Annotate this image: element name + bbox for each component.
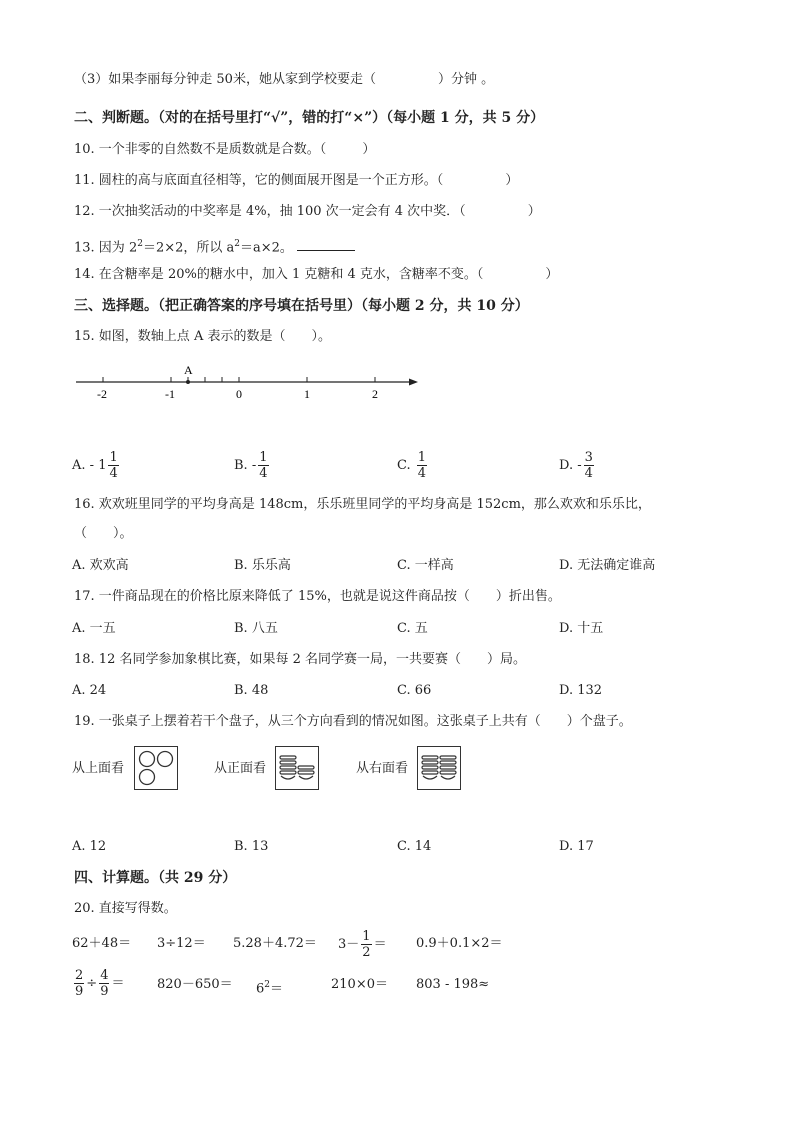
q17-option-b[interactable]: B. 八五 <box>234 621 278 636</box>
question-12 <box>74 203 541 221</box>
calc-item-10: 803 - 198≈ <box>416 977 490 992</box>
plates-top-view-icon <box>135 747 177 789</box>
q15-option-b[interactable]: B. - $\frac{1}{4}$ <box>234 450 268 481</box>
fraction: $\frac{4}{9}$ <box>100 968 109 999</box>
view-label-top: 从上面看 <box>72 761 125 776</box>
q17-option-c[interactable]: C. 五 <box>397 621 428 636</box>
calc-item-8: $6^2=$ <box>256 980 284 997</box>
q14-text: 14. 在含糖率是 20%的糖水中，加入 1 克糖和 4 克水，含糖率不变。（ <box>74 267 484 282</box>
q10-text: 10. 一个非零的自然数不是质数就是合数。（ <box>74 142 327 157</box>
q16-option-a[interactable]: A. 欢欢高 <box>72 558 129 573</box>
q13-exp-1: 2 <box>137 239 143 249</box>
q13-part-c: ＝2×2，所以 a <box>142 240 235 256</box>
q18-option-b[interactable]: B. 48 <box>234 683 269 698</box>
calc-item-7: 820－650＝ <box>157 977 233 992</box>
point-a-label: A <box>184 363 193 377</box>
q14-close: ） <box>545 267 559 282</box>
fraction: $\frac{1}{4}$ <box>259 450 268 481</box>
section-2-title: 二、判断题。（对的在括号里打“√”，错的打“×”）（每小题 1 分，共 5 分） <box>74 110 545 126</box>
q16-option-d[interactable]: D. 无法确定谁高 <box>559 558 656 573</box>
q15-option-c[interactable]: C. $\frac{1}{4}$ <box>397 450 427 481</box>
q15-option-d[interactable]: D. - $\frac{3}{4}$ <box>559 450 593 481</box>
right-view-figure <box>417 746 461 790</box>
fraction: $\frac{3}{4}$ <box>584 450 593 481</box>
calc-item-3: 5.28＋4.72＝ <box>233 936 317 951</box>
q19-option-b[interactable]: B. 13 <box>234 839 269 854</box>
tick-label-0: 0 <box>236 387 242 401</box>
question-14 <box>74 266 558 284</box>
top-view-figure <box>134 746 178 790</box>
calc-item-2: 3÷12＝ <box>157 936 206 951</box>
point-a-dot <box>186 380 190 384</box>
q17-option-a[interactable]: A. 一五 <box>72 621 116 636</box>
front-view-figure <box>275 746 319 790</box>
q18-option-c[interactable]: C. 66 <box>397 683 432 698</box>
fraction: $\frac{1}{4}$ <box>417 450 427 481</box>
q13-exp-2: 2 <box>234 239 241 249</box>
question-3-line <box>74 71 494 89</box>
question-18: 18. 12 名同学参加象棋比赛，如果每 2 名同学赛一局，一共要赛（ ）局。 <box>74 652 527 667</box>
q19-option-a[interactable]: A. 12 <box>72 839 107 854</box>
tick-label-2: 2 <box>372 387 378 401</box>
question-20: 20. 直接写得数。 <box>74 901 177 916</box>
calc-item-9: 210×0＝ <box>331 977 388 992</box>
q3-text-pre: （3）如果李丽每分钟走 50米，她从家到学校要走（ <box>74 72 376 87</box>
q13-part-e: ＝a×2。 <box>240 240 293 256</box>
question-16-line-1: 16. 欢欢班里同学的平均身高是 148cm，乐乐班里同学的平均身高是 152cm，那么欢欢和乐乐比， <box>74 497 651 512</box>
q16-option-b[interactable]: B. 乐乐高 <box>234 558 291 573</box>
q12-close: ） <box>527 204 541 219</box>
q18-option-d[interactable]: D. 132 <box>559 683 603 698</box>
view-label-right: 从右面看 <box>356 761 409 776</box>
q16-option-c[interactable]: C. 一样高 <box>397 558 454 573</box>
number-line <box>72 360 424 406</box>
q18-option-a[interactable]: A. 24 <box>72 683 107 698</box>
q17-option-d[interactable]: D. 十五 <box>559 621 604 636</box>
fraction: $\frac{1}{2}$ <box>362 929 371 960</box>
question-11 <box>74 172 518 190</box>
calc-item-6: $\frac{2}{9}$ ÷ $\frac{4}{9}$ ＝ <box>75 968 125 999</box>
tick-label-1: 1 <box>304 387 310 401</box>
q15-option-a[interactable]: A. - 1 $\frac{1}{4}$ <box>72 450 118 481</box>
q19-option-c[interactable]: C. 14 <box>397 839 432 854</box>
plates-stack-right-icon <box>418 747 460 789</box>
q10-close: ） <box>362 142 376 157</box>
axis-arrow-icon <box>409 379 418 386</box>
plates-stack-front-icon <box>276 747 318 789</box>
tick-label-neg2: -2 <box>97 387 107 401</box>
calc-item-4: 3－ $\frac{1}{2}$ ＝ <box>338 929 387 960</box>
q12-text: 12. 一次抽奖活动的中奖率是 4%，抽 100 次一定会有 4 次中奖．（ <box>74 204 466 219</box>
fraction: $\frac{1}{4}$ <box>109 450 118 481</box>
tick-label-neg1: -1 <box>165 387 175 401</box>
question-10 <box>74 141 375 159</box>
q11-close: ） <box>505 173 519 188</box>
section-3-title: 三、选择题。（把正确答案的序号填在括号里）（每小题 2 分，共 10 分） <box>74 298 529 314</box>
section-4-title: 四、计算题。（共 29 分） <box>74 870 237 886</box>
fraction: $\frac{2}{9}$ <box>75 968 84 999</box>
question-15: 15. 如图，数轴上点 A 表示的数是（ ）。 <box>74 329 331 344</box>
calc-item-5: 0.9＋0.1×2＝ <box>416 936 503 951</box>
q13-answer-line[interactable] <box>297 237 355 251</box>
question-16-line-2: （ ）。 <box>74 526 133 541</box>
q19-option-d[interactable]: D. 17 <box>559 839 594 854</box>
question-17: 17. 一件商品现在的价格比原来降低了 15%，也就是说这件商品按（ ）折出售。 <box>74 589 561 604</box>
question-19: 19. 一张桌子上摆着若干个盘子，从三个方向看到的情况如图。这张桌子上共有（ ）个盘子。 <box>74 714 632 729</box>
calc-item-1: 62＋48＝ <box>72 936 132 951</box>
question-13 <box>74 235 355 257</box>
view-label-front: 从正面看 <box>214 761 267 776</box>
q11-text: 11. 圆柱的高与底面直径相等，它的侧面展开图是一个正方形。（ <box>74 173 444 188</box>
q13-part-a: 13. 因为 2 <box>74 240 138 256</box>
q3-text-post: ）分钟 。 <box>437 72 495 87</box>
